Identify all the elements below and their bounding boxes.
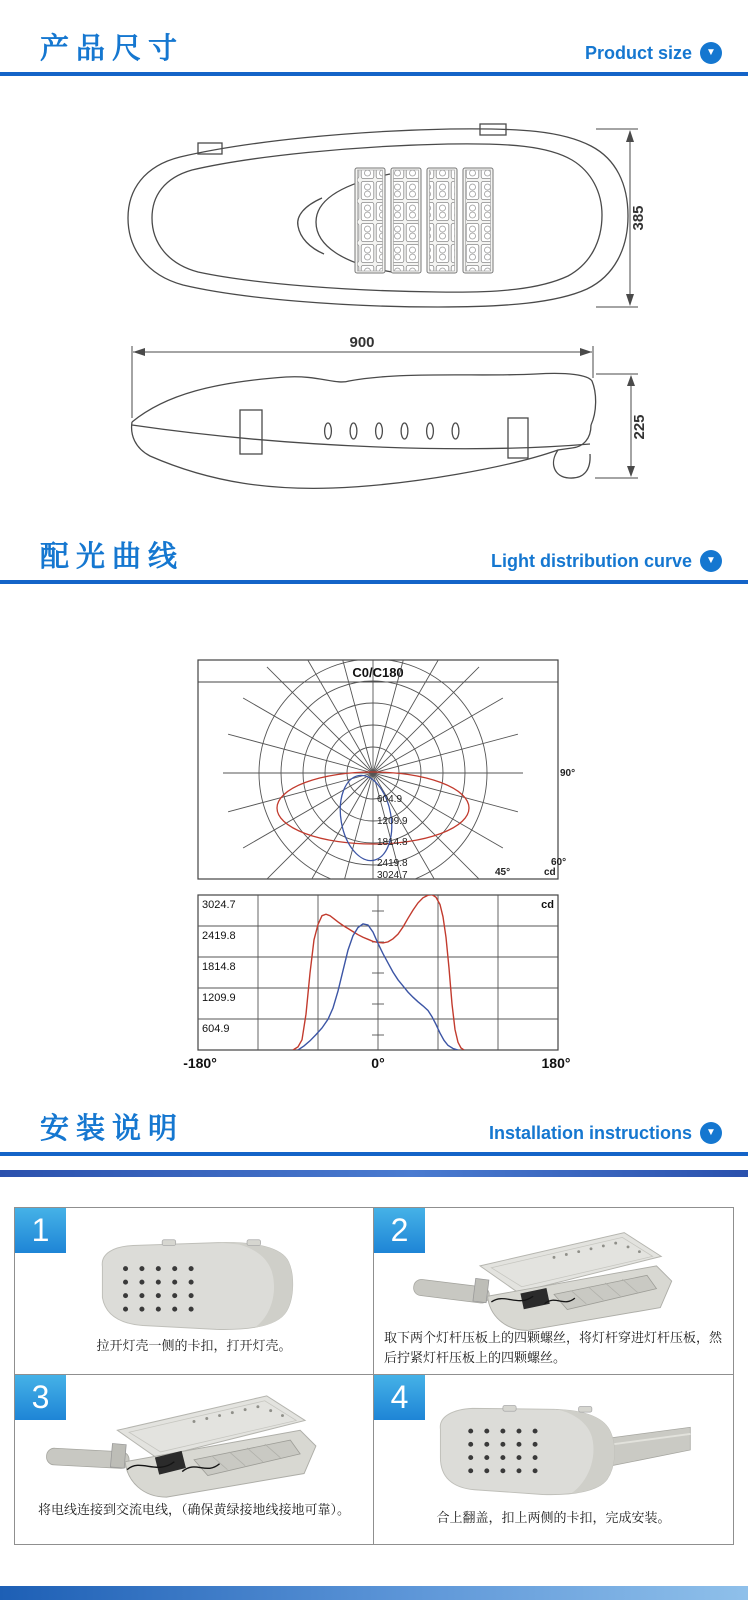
line-chart-grid <box>198 895 558 1050</box>
light-distribution-charts <box>175 612 575 1072</box>
x-tick: 180° <box>541 1055 571 1071</box>
arrow-down <box>627 466 635 477</box>
radial-tick: 2419.8 <box>377 858 408 869</box>
y-tick: 604.9 <box>202 1023 230 1035</box>
step-caption: 合上翻盖，扣上两侧的卡扣，完成安装。 <box>436 1509 671 1525</box>
arrow-up <box>626 130 634 142</box>
chevron-down-circle-icon[interactable]: ▼ <box>700 42 722 64</box>
step-image <box>374 1226 733 1338</box>
polar-angle-labels <box>495 768 575 878</box>
install-section-divider-bar <box>0 1170 748 1177</box>
install-step-3 <box>15 1375 374 1544</box>
step-caption: 将电线连接到交流电线，（确保黄绿接地线接地可靠）。 <box>37 1501 350 1517</box>
step-number-badge: 4 <box>374 1375 425 1420</box>
section-header-right <box>491 550 722 572</box>
section-title-en: Product size <box>584 43 692 63</box>
line-unit-label: cd <box>541 899 554 911</box>
section-header-installation <box>0 1106 748 1156</box>
lamp-side-outline <box>132 373 596 488</box>
arrow-down <box>626 294 634 306</box>
step-image <box>15 1389 373 1505</box>
x-tick: -180° <box>183 1055 217 1071</box>
radial-tick: 1814.8 <box>377 837 408 848</box>
line-chart-x-labels <box>183 1055 570 1071</box>
step-caption: 取下两个灯杆压板上的四颗螺丝，将灯杆穿进灯杆压板，然后拧紧灯杆压板上的四颗螺丝。 <box>384 1329 723 1365</box>
dimension-900-label: 900 <box>349 334 375 351</box>
chevron-down-circle-icon[interactable]: ▼ <box>700 550 722 572</box>
arrow-left <box>133 348 145 356</box>
step-image <box>374 1397 733 1503</box>
section-header-light-curve <box>0 532 748 584</box>
install-step-2 <box>374 1208 733 1375</box>
radial-tick: 1209.9 <box>377 816 408 827</box>
side-view-drawing <box>90 332 650 507</box>
led-modules <box>355 168 493 273</box>
angle-label-60: 60° <box>551 857 567 868</box>
opened-lamp-wiring-illustration <box>44 1389 344 1505</box>
dimension-225-label: 225 <box>631 414 648 440</box>
chevron-down-circle-icon[interactable]: ▼ <box>700 1122 722 1144</box>
section-title-zh: 配光曲线 <box>40 541 185 573</box>
x-tick: 0° <box>371 1055 385 1071</box>
step-number-badge: 1 <box>15 1208 66 1253</box>
angle-label-45: 45° <box>495 867 511 878</box>
y-tick: 1814.8 <box>202 961 236 973</box>
opened-lamp-illustration <box>404 1226 704 1338</box>
step-number-badge: 3 <box>15 1375 66 1420</box>
step-number-badge: 2 <box>374 1208 425 1253</box>
step-image <box>15 1232 373 1340</box>
top-view-drawing <box>90 96 650 331</box>
dimension-385-label: 385 <box>630 205 647 231</box>
install-step-4 <box>374 1375 733 1544</box>
install-step-1 <box>15 1208 374 1375</box>
y-tick: 1209.9 <box>202 992 236 1004</box>
closed-lamp-illustration <box>69 1232 319 1340</box>
mounted-lamp-illustration <box>404 1397 704 1503</box>
step-caption: 拉开灯壳一侧的卡扣，打开灯壳。 <box>96 1337 292 1353</box>
section-title-zh: 产品尺寸 <box>40 33 185 65</box>
section-header-right <box>489 1122 722 1144</box>
arrow-up <box>627 375 635 386</box>
section-title-zh: 安装说明 <box>40 1113 185 1145</box>
polar-chart-title: C0/C180 <box>352 665 404 680</box>
polar-grid <box>223 623 523 923</box>
y-tick: 3024.7 <box>202 899 236 911</box>
installation-steps-grid <box>14 1207 734 1545</box>
polar-unit-label: cd <box>544 867 556 878</box>
section-title-en: Installation instructions <box>488 1123 692 1143</box>
y-tick: 2419.8 <box>202 930 236 942</box>
section-header-right <box>585 42 722 64</box>
radial-tick: 604.9 <box>377 794 403 805</box>
section-title-en: Light distribution curve <box>491 551 692 571</box>
angle-label-90: 90° <box>560 768 575 779</box>
dimension-900-lines <box>132 346 593 418</box>
arrow-right <box>580 348 592 356</box>
section-header-product-size <box>0 24 748 76</box>
bottom-gradient-bar <box>0 1586 748 1600</box>
radial-tick: 3024.7 <box>377 870 408 881</box>
